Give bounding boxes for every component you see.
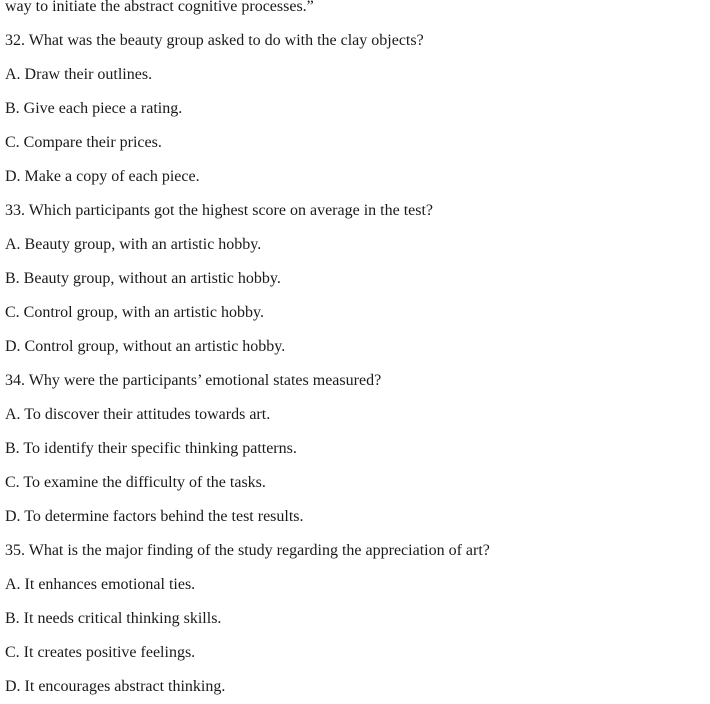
- question-33-option-c: C. Control group, with an artistic hobby.: [5, 304, 264, 321]
- question-33-option-a: A. Beauty group, with an artistic hobby.: [5, 236, 262, 253]
- question-32: 32. What was the beauty group asked to do with the clay objects?: [5, 32, 424, 49]
- question-35-option-b: B. It needs critical thinking skills.: [5, 610, 222, 627]
- passage-continuation: way to initiate the abstract cognitive processes.”: [5, 0, 314, 15]
- question-33: 33. Which participants got the highest score on average in the test?: [5, 202, 434, 219]
- question-34: 34. Why were the participants’ emotional states measured?: [5, 372, 382, 389]
- document-page: [5, 0, 705, 704]
- question-35-option-c: C. It creates positive feelings.: [5, 644, 196, 661]
- question-35-option-d: D. It encourages abstract thinking.: [5, 678, 226, 695]
- question-34-option-c: C. To examine the difficulty of the tasks.: [5, 474, 266, 491]
- question-34-option-d: D. To determine factors behind the test results.: [5, 508, 304, 525]
- question-32-option-a: A. Draw their outlines.: [5, 66, 153, 83]
- question-33-option-d: D. Control group, without an artistic hobby.: [5, 338, 286, 355]
- question-35-option-a: A. It enhances emotional ties.: [5, 576, 196, 593]
- question-32-option-b: B. Give each piece a rating.: [5, 100, 183, 117]
- question-35: 35. What is the major finding of the study regarding the appreciation of art?: [5, 542, 490, 559]
- question-32-option-d: D. Make a copy of each piece.: [5, 168, 200, 185]
- question-34-option-a: A. To discover their attitudes towards art.: [5, 406, 271, 423]
- question-33-option-b: B. Beauty group, without an artistic hobby.: [5, 270, 281, 287]
- question-34-option-b: B. To identify their specific thinking patterns.: [5, 440, 297, 457]
- question-32-option-c: C. Compare their prices.: [5, 134, 162, 151]
